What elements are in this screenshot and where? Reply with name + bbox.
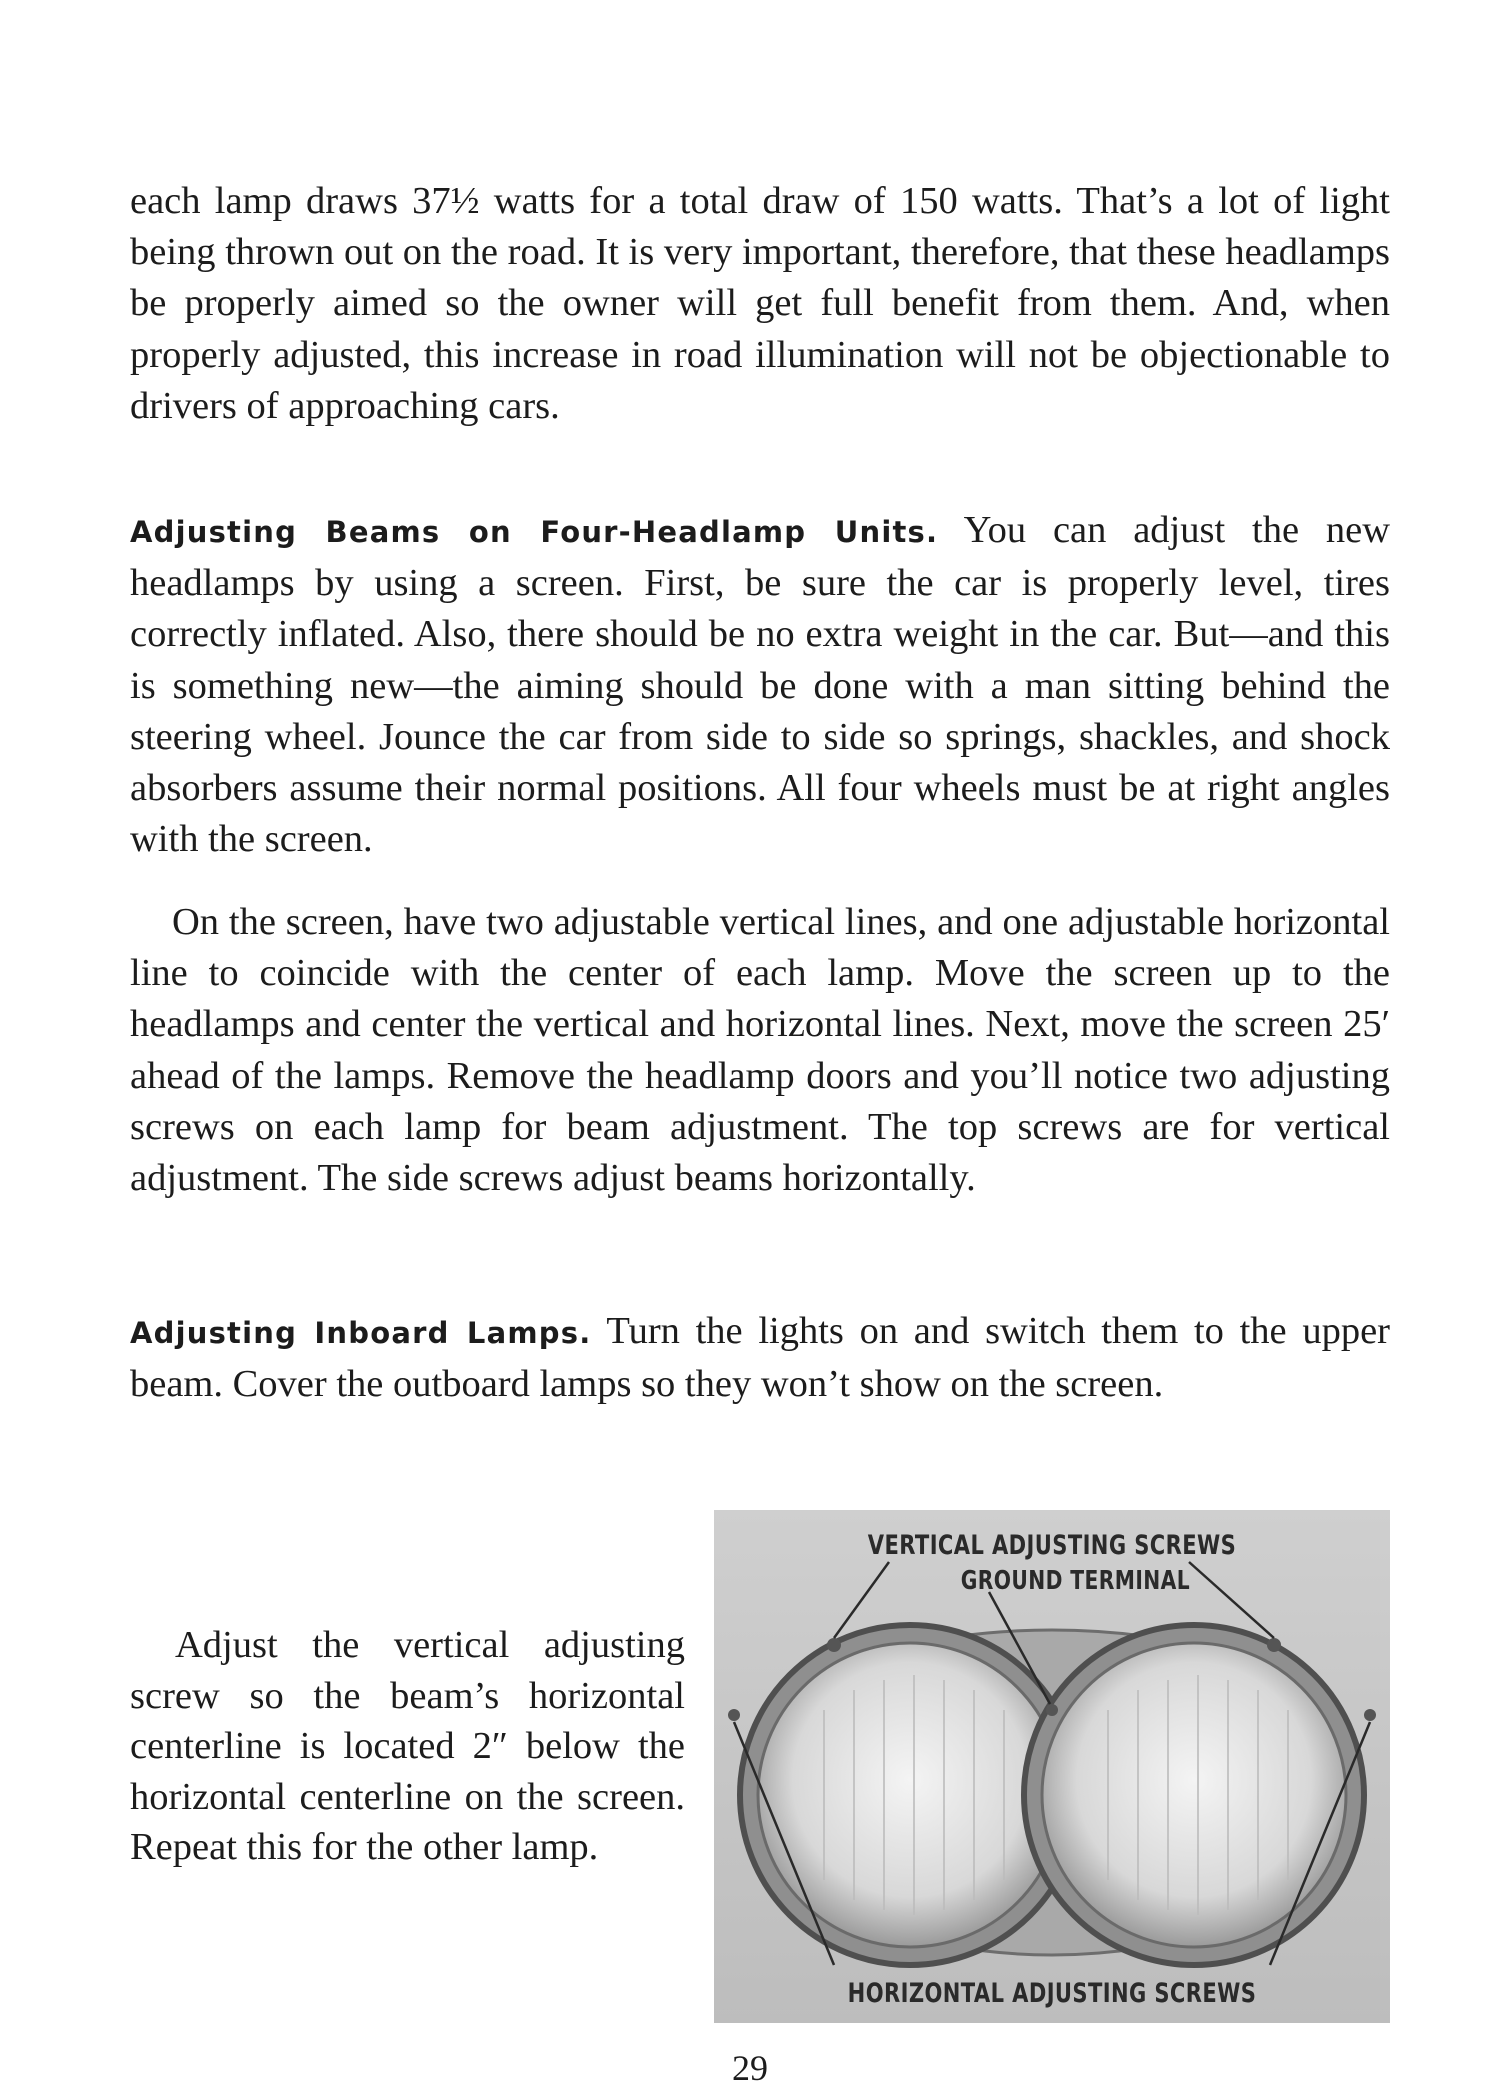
label-horizontal-adjusting-screws: HORIZONTAL ADJUSTING SCREWS [847, 1978, 1257, 2009]
paragraph-screen-setup: On the screen, have two adjustable vertical lines, and one adjustable horizontal line to coincide with the center of each lamp. Move the screen up to the headlamps and center the vertical and horizontal lines. Next, move the screen 25′ ahead of the lamps. Remove the headlamp doors and you’ll notice two adjusting screws on each lamp for beam adjustment. The top screws are for vertical adjustment. The side screws adjust beams horizontally. [130, 901, 1390, 1200]
page-number: 29 [732, 2048, 768, 2088]
paragraph-adjusting-beams-body: You can adjust the new headlamps by using a screen. First, be sure the car is properly level, tires correctly inflated. Also, there should be no extra weight in the car. But—and this is something new—the aiming should be done with a man sitting behind the steering wheel. Jounce the car from side to side so springs, shackles, and shock absorbers assume their normal positions. All four wheels must be at right angles with the screen. [130, 509, 1391, 861]
headlamp-photo [714, 1510, 1390, 2023]
left-lamp-lens [758, 1643, 1062, 1947]
heading-inboard-lamps: Adjusting Inboard Lamps. [130, 1316, 592, 1350]
paragraph-adjusting-beams [130, 505, 1390, 865]
paragraph-inboard-lamps-body: Turn the lights on and switch them to the upper beam. Cover the outboard lamps so they won’t show on the screen. [130, 1310, 1390, 1406]
heading-adjusting-beams: Adjusting Beams on Four-Headlamp Units. [130, 515, 939, 549]
paragraph-lamp-draw: each lamp draws 37½ watts for a total draw of 150 watts. That’s a lot of light being thrown out on the road. It is very important, therefore, that these headlamps be properly aimed so the owner will get full benefit from them. And, when properly adjusted, this increase in road illumination will not be objectionable to drivers of approaching cars. [130, 180, 1390, 427]
left-horizontal-screw [728, 1709, 740, 1721]
left-vertical-screw [827, 1638, 841, 1652]
photo-caption: Adjust the vertical adjusting screw so the beam’s horizontal centerline is located 2″ below the horizontal centerline on the screen. Repeat this for the other lamp. [130, 1624, 685, 1868]
paragraph-inboard-lamps [130, 1306, 1390, 1410]
right-lamp-lens [1042, 1643, 1346, 1947]
right-vertical-screw [1267, 1638, 1281, 1652]
ground-terminal [1046, 1704, 1058, 1716]
label-ground-terminal: GROUND TERMINAL [960, 1566, 1191, 1596]
label-vertical-adjusting-screws: VERTICAL ADJUSTING SCREWS [867, 1530, 1237, 1561]
right-horizontal-screw [1364, 1709, 1376, 1721]
